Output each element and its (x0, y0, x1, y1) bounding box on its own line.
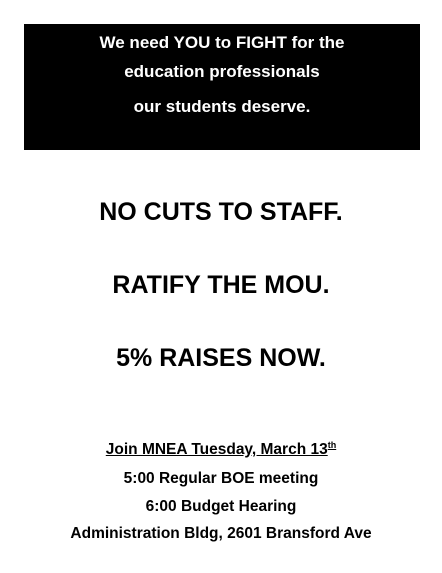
banner-line-1: We need YOU to FIGHT for the (99, 33, 345, 52)
header-banner (24, 24, 420, 150)
event-location: Administration Bldg, 2601 Bransford Ave (70, 525, 372, 542)
event-invite (0, 440, 442, 459)
banner-line-2: education professionals (124, 62, 320, 81)
banner-line-3: our students deserve. (133, 97, 311, 116)
event-boe-meeting: 5:00 Regular BOE meeting (123, 470, 319, 487)
event-budget-hearing: 6:00 Budget Hearing (145, 498, 297, 515)
event-date-suffix: th (327, 439, 337, 450)
event-invite-text: Join MNEA Tuesday, March 13 (105, 441, 328, 458)
demand-raises: 5% RAISES NOW. (116, 344, 326, 372)
demand-ratify-mou: RATIFY THE MOU. (112, 271, 330, 299)
demand-no-cuts: NO CUTS TO STAFF. (99, 198, 343, 226)
